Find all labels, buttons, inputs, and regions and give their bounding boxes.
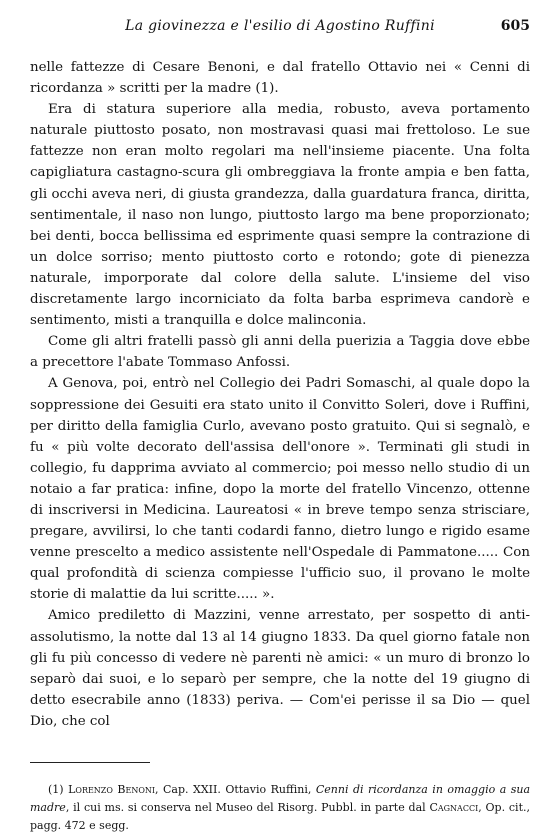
body-text [30,57,530,732]
paragraph: Era di statura superiore alla media, robusto, aveva portamento naturale piuttosto posato, non mostravasi quasi mai frettoloso. Le sue fattezze non eran molto regolari ma nell'insieme piacente. Una folta capigliatura castagno-scura gli ombreggiava la fronte ampia e ben fatta, gli occhi aveva neri, di giusta grandezza, dalla guardatura franca, diritta, sentimentale, il naso non lungo, piuttosto largo ma bene proporzionato; bei denti, bocca bellissima ed esprimente quasi sempre la contrazione di un dolce sorriso; mento piuttosto corto e rotondo; gote di pienezza naturale, imporporate dal colore della salute. L'insieme del viso discretamente largo incorniciato da folta barba esprimeva candorè e sentimento, misti a tranquilla e dolce malinconia. [30,102,530,329]
footnote-publisher: Cagnacci [429,801,479,814]
page-number: 605 [500,18,530,34]
footnote-text: , Op. cit., pagg. 472 e segg. [30,801,530,832]
footnote-author: Lorenzo Benoni [68,783,156,796]
running-title: La giovinezza e l'esilio di Agostino Ruffini [125,18,435,34]
paragraph: nelle fattezze di Cesare Benoni, e dal fratello Ottavio nei « Cenni di ricordanza » scritti per la madre (1). [30,60,530,97]
footnote-cited-title: Cenni di ricordanza in omaggio a sua madre [30,783,531,814]
footnote-divider [30,762,150,763]
running-header [30,18,530,42]
paragraph: Amico prediletto di Mazzini, venne arrestato, per sospetto di anti-assolutismo, la notte dal 13 al 14 giugno 1833. Da quel giorno fatale non gli fu più concesso di vedere nè parenti nè amici: « un muro di bronzo lo separò dai suoi, e lo separò per sempre, che la notte del 19 giugno di detto esecrabile anno (1833) periva. — Com'ei perisse il sa Dio — quel Dio, che col [30,608,530,729]
book-page [30,18,530,835]
footnote-text: , il cui ms. si conserva nel Museo del Risorg. Pubbl. in parte dal [65,801,430,814]
paragraph: Come gli altri fratelli passò gli anni della puerizia a Taggia dove ebbe a precettore l'abate Tommaso Anfossi. [30,334,530,371]
paragraph: A Genova, poi, entrò nel Collegio dei Padri Somaschi, al quale dopo la soppressione dei Gesuiti era stato unito il Convitto Soleri, dove i Ruffini, per diritto della famiglia Curlo, avevano posto gratuito. Qui si segnalò, e fu « più volte decorato dell'assisa dell'onore ». Terminati gli studi in collegio, fu dapprima avviato al commercio; poi messo nello studio di un notaio a far pratica: infine, dopo la morte del fratello Vincenzo, ottenne di inscriversi in Medicina. Laureatosi « in breve tempo senza strisciare, pregare, avvilirsi, lo che tanti codardi fanno, dietro lungo e rigido esame venne prescelto a medico assistente nell'Ospedale di Pammatone..... Con qual profondità di scienza compiesse l'ufficio suo, il provano le molte storie di malattie da lui scritte..... ». [30,376,530,603]
footnote-marker: (1) [48,783,64,796]
footnote [30,781,530,835]
footnote-text: , Cap. XXII. Ottavio Ruffini, [155,783,316,796]
